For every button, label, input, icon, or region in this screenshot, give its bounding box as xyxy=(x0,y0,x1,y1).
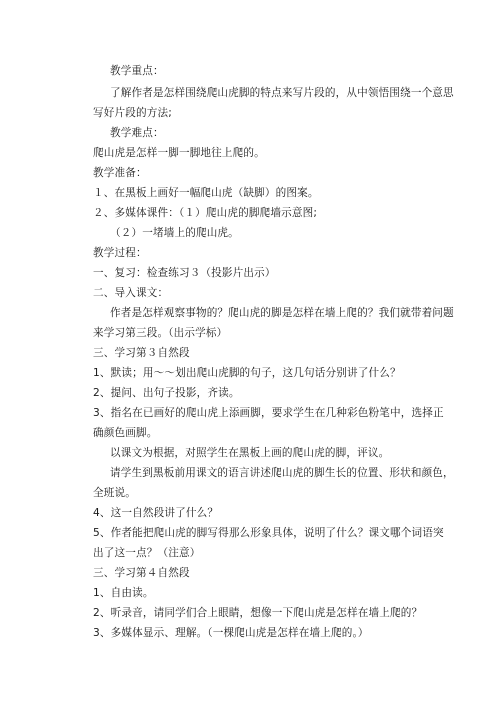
heading-key-points: 教学重点： xyxy=(110,65,164,77)
section-heading: 一、复习：检查练习３（投影片出示） xyxy=(93,267,276,279)
heading-preparation: 教学准备： xyxy=(93,167,147,179)
paragraph-line: 请学生到黑板前用课文的语言讲述爬山虎的脚生长的位置、形状和颜色， xyxy=(110,467,454,479)
paragraph-line: 全班说。 xyxy=(93,487,136,499)
list-item: 4、这一自然段讲了什么？ xyxy=(93,507,219,519)
list-item: （２）一堵墙上的爬山虎。 xyxy=(110,227,239,239)
section-heading: 二、导入课文： xyxy=(93,287,169,299)
list-item: ２、多媒体课件：（１）爬山虎的脚爬墙示意图; xyxy=(93,207,318,219)
list-item: 2、听录音，请同学们合上眼睛，想像一下爬山虎是怎样在墙上爬的？ xyxy=(93,607,423,619)
paragraph-line: 了解作者是怎样围绕爬山虎脚的特点来写片段的，从中领悟围绕一个意思 xyxy=(110,87,454,99)
heading-difficulties: 教学难点： xyxy=(110,127,164,139)
list-item: 1、自由读。 xyxy=(93,587,154,599)
list-item: 1、默读；用～～划出爬山虎脚的句子，这几句话分别讲了什么？ xyxy=(93,367,401,379)
paragraph-line: 爬山虎是怎样一脚一脚地往上爬的。 xyxy=(93,147,265,159)
paragraph-line: 确颜色画脚。 xyxy=(93,427,158,439)
paragraph-line: 作者是怎样观察事物的？爬山虎的脚是怎样在墙上爬的？我们就带着问题 xyxy=(110,307,454,319)
list-item: 2、提问、出句子投影，齐读。 xyxy=(93,387,240,399)
section-heading: 三、学习第４自然段 xyxy=(93,567,190,579)
heading-process: 教学过程： xyxy=(93,247,147,259)
paragraph-line: 出了这一点？（注意） xyxy=(93,547,201,559)
section-heading: 三、学习第３自然段 xyxy=(93,347,190,359)
paragraph-line: 来学习第三段。（出示学标） xyxy=(93,327,228,339)
list-item: 5、作者能把爬山虎的脚写得那么形象具体，说明了什么？课文哪个词语突 xyxy=(93,527,444,539)
paragraph-line: 以课文为根据，对照学生在黑板上画的爬山虎的脚，评议。 xyxy=(110,447,390,459)
list-item: 3、多媒体显示、理解。（一棵爬山虎是怎样在墙上爬的。） xyxy=(93,627,369,639)
paragraph-line: 写好片段的方法; xyxy=(93,107,172,119)
list-item: １、在黑板上画好一幅爬山虎（缺脚）的图案。 xyxy=(93,187,319,199)
list-item: 3、指名在已画好的爬山虎上添画脚，要求学生在几种彩色粉笔中，选择正 xyxy=(93,407,444,419)
